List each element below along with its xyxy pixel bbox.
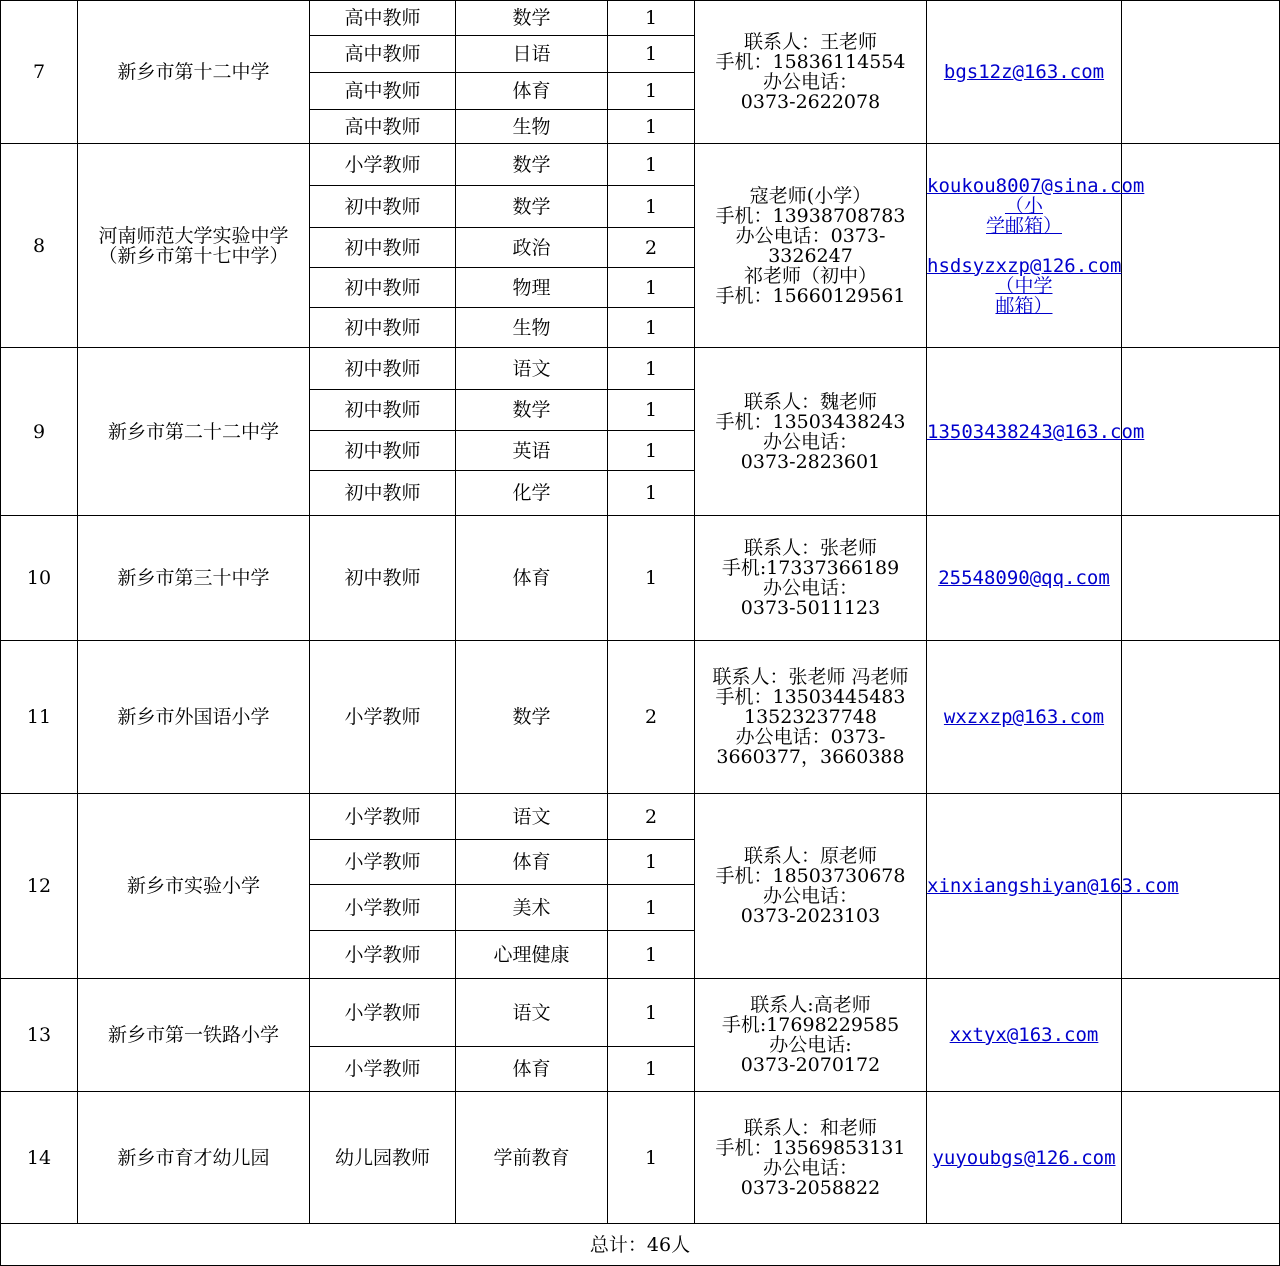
post-subject: 体育 xyxy=(456,516,608,641)
remarks-cell xyxy=(1122,144,1280,348)
post-count: 1 xyxy=(608,471,695,516)
post-count: 2 xyxy=(608,794,695,840)
email-cell xyxy=(927,979,1122,1092)
row-number: 12 xyxy=(1,794,78,979)
school-name: 新乡市育才幼儿园 xyxy=(78,1092,310,1224)
row-number: 8 xyxy=(1,144,78,348)
school-name: 新乡市第一铁路小学 xyxy=(78,979,310,1092)
email-cell xyxy=(927,794,1179,979)
post-subject: 体育 xyxy=(456,840,608,885)
row-number: 10 xyxy=(1,516,78,641)
email-cell xyxy=(927,1092,1122,1224)
school-name: 新乡市第三十中学 xyxy=(78,516,310,641)
post-type: 小学教师 xyxy=(310,144,456,186)
post-count: 1 xyxy=(608,431,695,471)
contact-info: 寇老师(小学） 手机：13938708783 办公电话：0373- 3326247 祁老师（初中） 手机：15660129561 xyxy=(695,144,927,348)
post-type: 初中教师 xyxy=(310,228,456,268)
row-number: 7 xyxy=(1,1,78,144)
contact-info: 联系人：魏老师 手机：13503438243 办公电话： 0373-2823601 xyxy=(695,348,927,516)
post-subject: 语文 xyxy=(456,979,608,1047)
post-count: 1 xyxy=(608,931,695,979)
post-subject: 数学 xyxy=(456,186,608,228)
post-type: 小学教师 xyxy=(310,979,456,1047)
post-type: 初中教师 xyxy=(310,516,456,641)
email-cell xyxy=(927,144,1145,348)
email-cell xyxy=(927,1,1122,144)
email-link[interactable]: 13503438243@163.com xyxy=(927,420,1145,443)
post-type: 小学教师 xyxy=(310,1047,456,1092)
contact-info: 联系人：和老师 手机：13569853131 办公电话： 0373-2058822 xyxy=(695,1092,927,1224)
row-number: 9 xyxy=(1,348,78,516)
post-type: 初中教师 xyxy=(310,390,456,431)
post-subject: 数学 xyxy=(456,641,608,794)
contact-info: 联系人：王老师 手机：15836114554 办公电话： 0373-2622078 xyxy=(695,1,927,144)
contact-info: 联系人:高老师 手机:17698229585 办公电话: 0373-2070172 xyxy=(695,979,927,1092)
post-subject: 体育 xyxy=(456,73,608,110)
email-link-primary[interactable]: koukou8007@sina.com（小 学邮箱） xyxy=(927,174,1145,237)
post-count: 1 xyxy=(608,308,695,348)
remarks-cell xyxy=(1122,348,1280,516)
email-cell xyxy=(927,641,1122,794)
post-subject: 日语 xyxy=(456,36,608,73)
post-type: 幼儿园教师 xyxy=(310,1092,456,1224)
post-subject: 数学 xyxy=(456,1,608,36)
post-type: 初中教师 xyxy=(310,186,456,228)
post-type: 初中教师 xyxy=(310,268,456,308)
post-subject: 语文 xyxy=(456,794,608,840)
post-type: 初中教师 xyxy=(310,431,456,471)
post-count: 1 xyxy=(608,268,695,308)
post-subject: 数学 xyxy=(456,390,608,431)
email-link[interactable]: 25548090@qq.com xyxy=(938,567,1110,589)
post-subject: 语文 xyxy=(456,348,608,390)
post-type: 小学教师 xyxy=(310,885,456,931)
post-type: 高中教师 xyxy=(310,73,456,110)
school-name: 河南师范大学实验中学 （新乡市第十七中学） xyxy=(78,144,310,348)
post-subject: 学前教育 xyxy=(456,1092,608,1224)
post-count: 1 xyxy=(608,186,695,228)
email-cell xyxy=(927,348,1145,516)
post-type: 初中教师 xyxy=(310,348,456,390)
remarks-cell xyxy=(1122,979,1280,1092)
email-link[interactable]: wxzxzp@163.com xyxy=(943,706,1105,728)
post-subject: 美术 xyxy=(456,885,608,931)
contact-info: 联系人：张老师 手机:17337366189 办公电话： 0373-5011123 xyxy=(695,516,927,641)
post-count: 1 xyxy=(608,979,695,1047)
post-count: 1 xyxy=(608,1092,695,1224)
school-name: 新乡市第十二中学 xyxy=(78,1,310,144)
row-number: 13 xyxy=(1,979,78,1092)
email-link[interactable]: xxtyx@163.com xyxy=(949,1024,1099,1046)
post-subject: 生物 xyxy=(456,308,608,348)
remarks-cell xyxy=(1122,641,1280,794)
school-name: 新乡市第二十二中学 xyxy=(78,348,310,516)
post-count: 1 xyxy=(608,73,695,110)
post-type: 小学教师 xyxy=(310,794,456,840)
remarks-cell xyxy=(1122,1,1280,144)
post-count: 1 xyxy=(608,36,695,73)
post-count: 1 xyxy=(608,840,695,885)
school-name: 新乡市实验小学 xyxy=(78,794,310,979)
post-count: 1 xyxy=(608,885,695,931)
school-name: 新乡市外国语小学 xyxy=(78,641,310,794)
post-count: 1 xyxy=(608,516,695,641)
total-summary: 总计：46人 xyxy=(1,1224,1280,1266)
post-type: 小学教师 xyxy=(310,931,456,979)
email-link-middle-school[interactable]: hsdsyzxzp@126.com（中学 邮箱） xyxy=(927,254,1122,317)
post-count: 1 xyxy=(608,390,695,431)
post-count: 1 xyxy=(608,110,695,144)
post-subject: 化学 xyxy=(456,471,608,516)
post-count: 2 xyxy=(608,641,695,794)
email-link[interactable]: yuyoubgs@126.com xyxy=(932,1146,1116,1169)
email-link[interactable]: bgs12z@163.com xyxy=(943,61,1105,83)
post-type: 高中教师 xyxy=(310,110,456,144)
post-type: 初中教师 xyxy=(310,308,456,348)
post-count: 1 xyxy=(608,1,695,36)
post-subject: 英语 xyxy=(456,431,608,471)
post-count: 1 xyxy=(608,348,695,390)
post-subject: 政治 xyxy=(456,228,608,268)
post-type: 小学教师 xyxy=(310,840,456,885)
contact-info: 联系人：原老师 手机：18503730678 办公电话： 0373-2023103 xyxy=(695,794,927,979)
contact-info: 联系人：张老师 冯老师 手机：13503445483 13523237748 办公电话：0373- 3660377，3660388 xyxy=(695,641,927,794)
remarks-cell xyxy=(1122,1092,1280,1224)
post-count: 1 xyxy=(608,144,695,186)
post-type: 小学教师 xyxy=(310,641,456,794)
post-subject: 物理 xyxy=(456,268,608,308)
post-subject: 数学 xyxy=(456,144,608,186)
post-count: 1 xyxy=(608,1047,695,1092)
post-subject: 体育 xyxy=(456,1047,608,1092)
row-number: 14 xyxy=(1,1092,78,1224)
post-type: 初中教师 xyxy=(310,471,456,516)
email-link[interactable]: xinxiangshiyan@163.com xyxy=(927,875,1179,897)
post-type: 高中教师 xyxy=(310,1,456,36)
remarks-cell xyxy=(1122,516,1280,641)
post-type: 高中教师 xyxy=(310,36,456,73)
email-cell xyxy=(927,516,1122,641)
post-subject: 心理健康 xyxy=(456,931,608,979)
post-subject: 生物 xyxy=(456,110,608,144)
post-count: 2 xyxy=(608,228,695,268)
row-number: 11 xyxy=(1,641,78,794)
